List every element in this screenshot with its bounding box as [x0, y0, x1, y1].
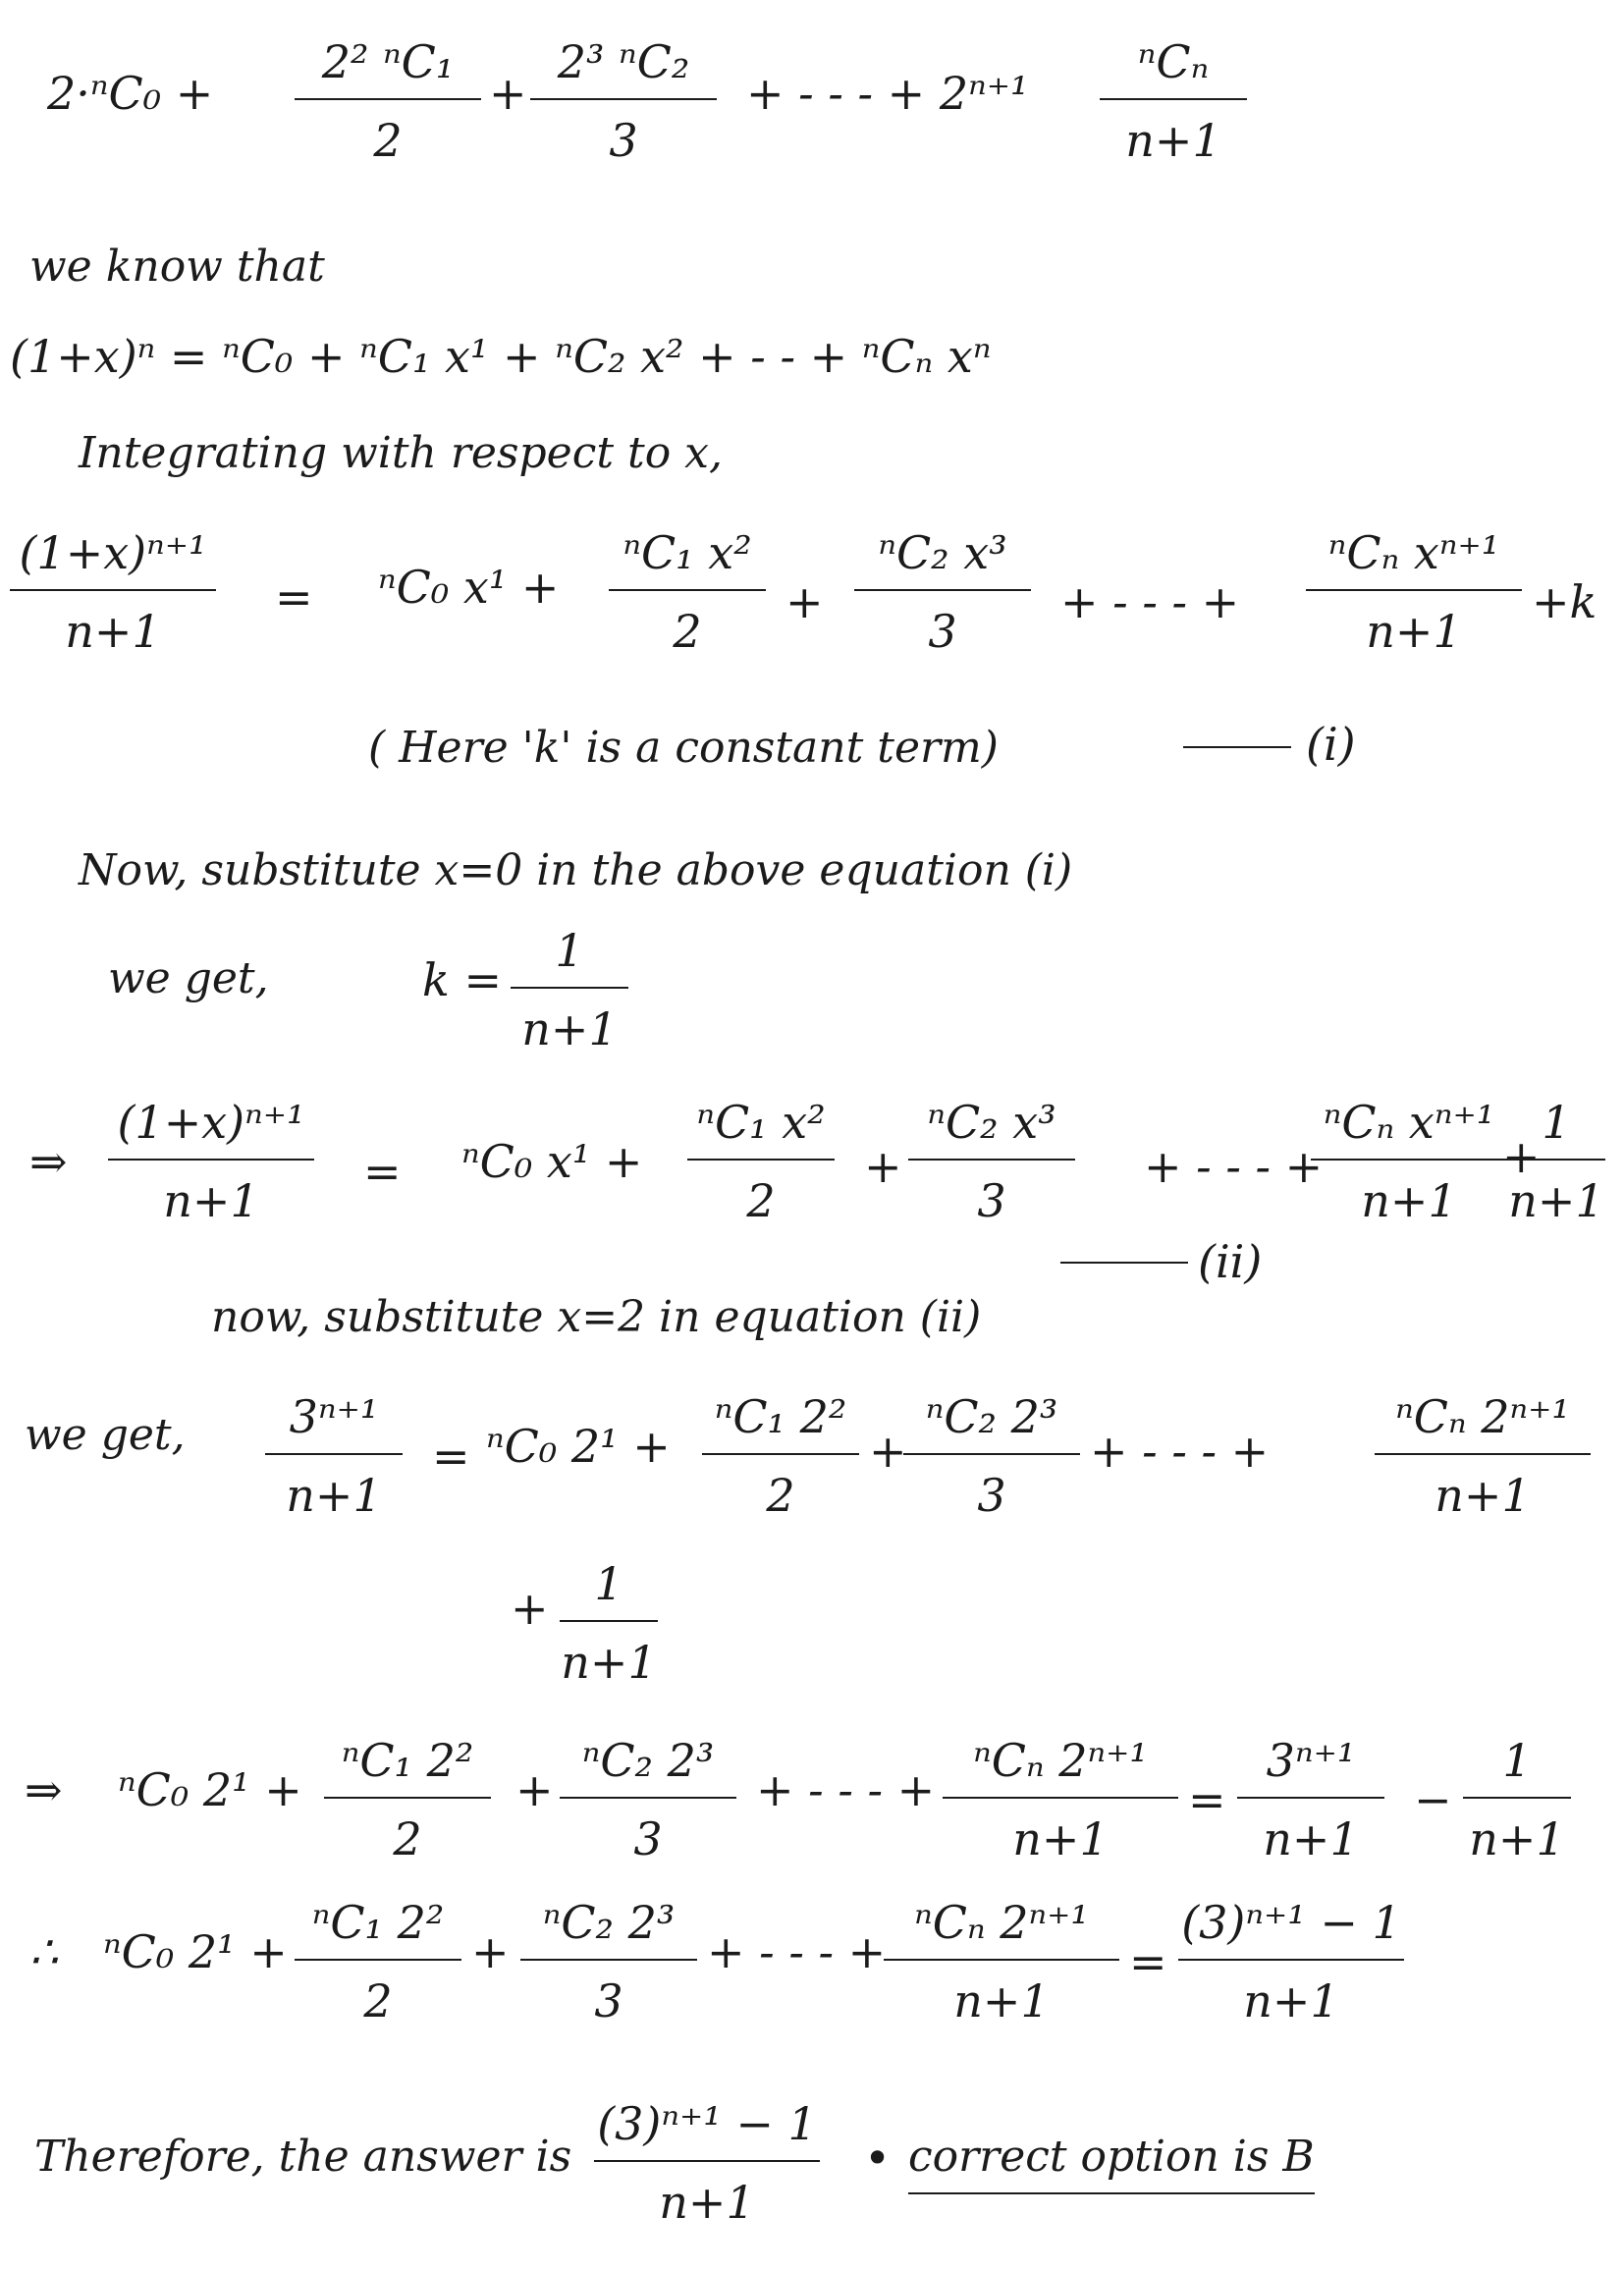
eq3-lhs: 3ⁿ⁺¹ n+1 [265, 1394, 403, 1518]
eq1-lhs: (1+x)ⁿ⁺¹ n+1 [10, 530, 216, 654]
fraction-bar [594, 2160, 820, 2162]
fraction-bar [560, 1620, 658, 1622]
therefore-symbol: ∴ [29, 1925, 59, 1978]
k-equals: k = [422, 953, 503, 1006]
eq4-series-dots: + - - - + [756, 1763, 936, 1816]
fraction-bar [265, 1453, 403, 1455]
eq4-rhs-2: 1 n+1 [1463, 1738, 1571, 1862]
intro-text: we know that [29, 242, 325, 292]
fraction-bar [108, 1159, 314, 1161]
eq3-plus-2: + [511, 1582, 549, 1635]
constant-note: ( Here 'k' is a constant term) [368, 723, 999, 773]
eq3-equals: = [432, 1430, 470, 1483]
eq2-implies-arrow: ⇒ [29, 1135, 68, 1188]
eq2-equals: = [363, 1145, 402, 1198]
question-term-1: 2·ⁿC₀ + [47, 67, 214, 120]
substitute-two-text: now, substitute x=2 in equation (ii) [211, 1292, 982, 1342]
integrating-text: Integrating with respect to x, [79, 428, 723, 478]
k-value: 1 n+1 [511, 928, 628, 1052]
eq3-term-d: ⁿCₙ 2ⁿ⁺¹ n+1 [1375, 1394, 1591, 1518]
eq4-term-b: ⁿC₁ 2² 2 [324, 1738, 491, 1862]
fraction-bar [609, 589, 766, 591]
eq5-rhs: (3)ⁿ⁺¹ − 1 n+1 [1178, 1900, 1404, 2024]
fraction-bar [687, 1159, 835, 1161]
fraction-bar [1237, 1797, 1384, 1799]
eq4-term-c: ⁿC₂ 2³ 3 [560, 1738, 736, 1862]
fraction-bar [884, 1959, 1119, 1961]
fraction-bar [324, 1797, 491, 1799]
eq3-term-b: ⁿC₁ 2² 2 [702, 1394, 859, 1518]
we-get-text-2: we get, [25, 1410, 186, 1460]
fraction-bar [908, 1159, 1075, 1161]
question-plus: + [489, 67, 527, 120]
eq1-series-dots: + - - - + [1060, 575, 1240, 628]
eq1-constant-k: +k [1532, 575, 1597, 628]
fraction-bar [903, 1453, 1080, 1455]
fraction-bar [10, 589, 216, 591]
eq1-plus: + [785, 575, 824, 628]
eq5-term-b: ⁿC₁ 2² 2 [295, 1900, 461, 2024]
eq4-term-d: ⁿCₙ 2ⁿ⁺¹ n+1 [943, 1738, 1178, 1862]
label-leader-line [1060, 1262, 1188, 1264]
eq5-series-dots: + - - - + [707, 1925, 887, 1978]
question-term-n: ⁿCₙ n+1 [1100, 39, 1247, 163]
eq1-term-a: ⁿC₀ x¹ + [378, 561, 560, 614]
correct-option-text: correct option is B [908, 2135, 1315, 2194]
eq4-term-a: ⁿC₀ 2¹ + [118, 1763, 302, 1816]
fraction-bar [1311, 1159, 1507, 1161]
final-answer-value: (3)ⁿ⁺¹ − 1 n+1 [594, 2101, 820, 2225]
fraction-bar [1306, 589, 1522, 591]
eq3-term-a: ⁿC₀ 2¹ + [486, 1420, 671, 1473]
eq4-equals: = [1188, 1773, 1226, 1826]
eq4-rhs-1: 3ⁿ⁺¹ n+1 [1237, 1738, 1384, 1862]
fraction-bar [854, 589, 1031, 591]
eq5-term-a: ⁿC₀ 2¹ + [103, 1925, 288, 1978]
substitute-zero-text: Now, substitute x=0 in the above equation (i) [79, 845, 1073, 895]
final-answer-text: Therefore, the answer is [34, 2132, 572, 2182]
fraction-bar [1178, 1959, 1404, 1961]
equation-label-i: (i) [1306, 718, 1356, 771]
eq2-term-a: ⁿC₀ x¹ + [461, 1135, 643, 1188]
eq4-minus: − [1414, 1773, 1452, 1826]
eq3-term-c: ⁿC₂ 2³ 3 [903, 1394, 1080, 1518]
eq2-series-dots: + - - - + [1144, 1140, 1324, 1193]
fraction-bar [530, 98, 717, 100]
equation-label-ii: (ii) [1198, 1235, 1263, 1288]
fraction-bar [702, 1453, 859, 1455]
eq4-plus: + [515, 1763, 554, 1816]
eq3-series-dots: + - - - + [1090, 1425, 1270, 1478]
eq3-term-e: 1 n+1 [561, 1557, 657, 1689]
eq2-term-e: 1 n+1 [1508, 1096, 1604, 1227]
fraction-bar [295, 98, 481, 100]
eq2-plus: + [864, 1140, 902, 1193]
eq2-term-b: ⁿC₁ x² 2 [687, 1100, 835, 1223]
eq5-plus: + [471, 1925, 510, 1978]
eq2-term-c: ⁿC₂ x³ 3 [908, 1100, 1075, 1223]
fraction-bar [1100, 98, 1247, 100]
eq1-term-b: ⁿC₁ x² 2 [609, 530, 766, 654]
eq1-equals: = [275, 570, 313, 623]
eq1-term-c: ⁿC₂ x³ 3 [854, 530, 1031, 654]
fraction-bar [1463, 1797, 1571, 1799]
eq5-term-d: ⁿCₙ 2ⁿ⁺¹ n+1 [884, 1900, 1119, 2024]
fraction-bar [511, 987, 628, 989]
fraction-bar [560, 1797, 736, 1799]
binomial-expansion: (1+x)ⁿ = ⁿC₀ + ⁿC₁ x¹ + ⁿC₂ x² + - - + ⁿCₙ xⁿ [10, 330, 992, 383]
eq5-term-c: ⁿC₂ 2³ 3 [520, 1900, 697, 2024]
eq2-lhs: (1+x)ⁿ⁺¹ n+1 [108, 1100, 314, 1223]
eq2-term-d: ⁿCₙ xⁿ⁺¹ n+1 [1311, 1100, 1507, 1223]
eq3-plus: + [869, 1425, 907, 1478]
question-term-3: 2³ ⁿC₂ 3 [530, 39, 717, 163]
we-get-text-1: we get, [108, 953, 269, 1003]
fraction-bar [520, 1959, 697, 1961]
question-series-dots: + - - - + 2ⁿ⁺¹ [746, 67, 1029, 120]
label-leader-line [1183, 746, 1291, 748]
eq2-plus-2: + [1502, 1130, 1541, 1183]
question-term-2: 2² ⁿC₁ 2 [295, 39, 481, 163]
fraction-bar [1507, 1159, 1605, 1161]
fraction-bar [943, 1797, 1178, 1799]
final-bullet: • [864, 2132, 892, 2185]
eq5-equals: = [1129, 1935, 1167, 1988]
fraction-bar [295, 1959, 461, 1961]
fraction-bar [1375, 1453, 1591, 1455]
eq1-term-d: ⁿCₙ xⁿ⁺¹ n+1 [1306, 530, 1522, 654]
eq4-implies-arrow: ⇒ [25, 1763, 63, 1816]
